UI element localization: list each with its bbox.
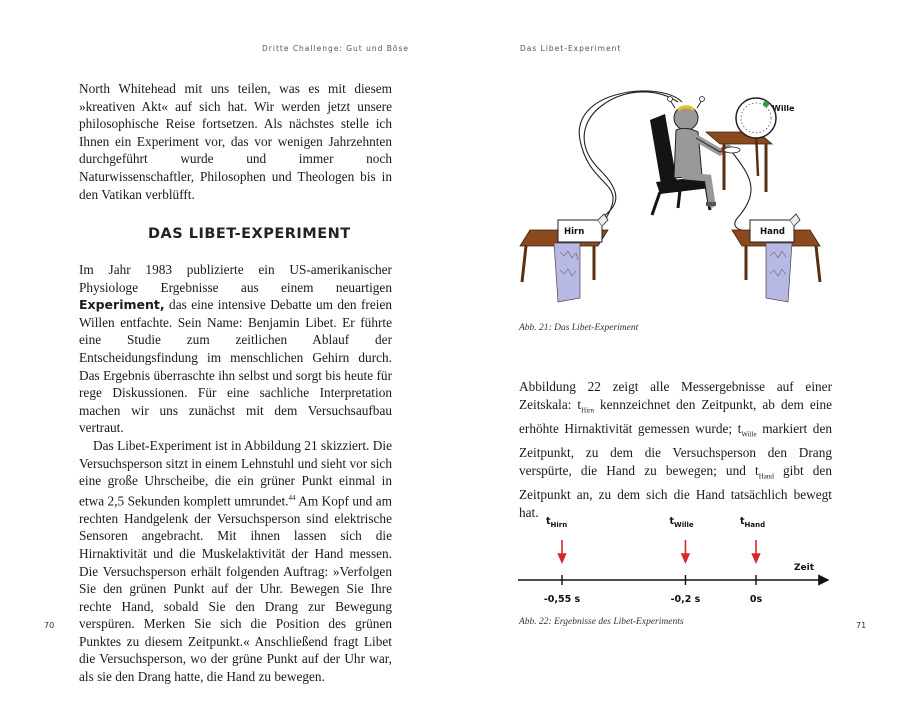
- paragraph-1: Im Jahr 1983 publizierte ein US-amerikanischer Physiologe Ergebnisse aus einem neuartigen Experiment, das eine intensive Debatte um den freien Willen entfachte. Sein Name: Benjamin Libet. Er führte eine Studie zum zeitlichen Ablauf der Entscheidungsfindung im menschlichen Gehirn durch. Das Ergebnis überraschte ihn selbst und sorgt bis heute für rege Diskussionen. Für eine sachliche Interpretation machen wir uns zunächst mit dem Versuchsaufbau vertraut.: [79, 262, 392, 436]
- label-hand: Hand: [760, 227, 785, 237]
- body-text-block: [79, 261, 392, 686]
- armchair-back: [650, 114, 678, 190]
- event-arrow-hirn: [559, 540, 566, 562]
- intro-paragraph-block: [79, 80, 392, 203]
- figure-21-caption: Abb. 21: Das Libet-Experiment: [519, 323, 639, 333]
- clock-face: [736, 98, 776, 138]
- event-label-hirn: $t_{Hirn}$: [546, 516, 568, 529]
- person-head: [674, 106, 698, 130]
- event-arrow-wille: [682, 540, 689, 562]
- event-arrow-hand: [753, 540, 760, 562]
- page-number-right: 71: [856, 621, 867, 630]
- axis-label-zeit: Zeit: [794, 563, 815, 573]
- running-head-left: Dritte Challenge: Gut und Böse: [262, 44, 410, 53]
- event-value-hand: 0s: [749, 594, 763, 605]
- intro-paragraph: North Whitehead mit uns teilen, was es mit diesem »kreativen Akt« auf sich hat. Wir werden jetzt unsere philosophische Reise fortsetzen. Als nächstes stelle ich Ihnen ein Experiment vor, das vor wenigen Jahrzehnten durchgeführt wurde und immer noch Naturwissenschaftler, Philosophen und Theologen bis in den Vatikan verblüfft.: [79, 81, 392, 202]
- clock-green-dot: [763, 101, 769, 107]
- event-value-hirn: -0,55 s: [543, 594, 581, 605]
- libet-setup-illustration: [510, 80, 840, 310]
- emg-paper: [766, 243, 792, 302]
- right-paragraph-block: [519, 378, 832, 521]
- event-value-wille: -0,2 s: [670, 594, 701, 605]
- hand-wire: [732, 152, 751, 232]
- keyword-experiment: Experiment,: [79, 297, 165, 313]
- event-label-wille: $t_{Wille}$: [669, 516, 694, 529]
- footnote-ref[interactable]: 44: [288, 493, 296, 502]
- label-hirn: Hirn: [564, 227, 585, 237]
- right-paragraph: Abbildung 22 zeigt alle Messergebnisse auf einer Zeitskala: $t_{Hirn}$ kennzeichnet den Zeitpunkt, ab dem eine erhöhte Hirnaktivität gemessen wurde; $t_{Wille}$ markiert den Zeitpunkt, zu dem die Versuchsperson den Drang verspürte, die Hand zu bewegen; und $t_{Hand}$ gibt den Zeitpunkt an, zu dem sich die Hand tatsächlich bewegt hat.: [519, 379, 832, 520]
- paragraph-2: Das Libet-Experiment ist in Abbildung 21 skizziert. Die Versuchsperson sitzt in einem Lehnstuhl und sieht vor sich eine große Uhrscheibe, die ein grüner Punkt einmal in etwa 2,5 Sekunden komplett umrundet.$^{44}$ Am Kopf und am rechten Handgelenk der Versuchsperson sind elektrische Sensoren angebracht. Mit ihnen lassen sich die Hirnaktivität und die Muskelaktivität der Hand messen. Die Versuchsperson erhält folgenden Auftrag: »Verfolgen Sie den grünen Punkt auf der Uhr. Bewegen Sie Ihre rechte Hand, sobald Sie den Drang zur Bewegung verspüren. Merken Sie sich die Position des grünen Punktes zu diesem Zeitpunkt.« Anschließend fragt Libet die Versuchsperson, wo der grüne Punkt auf der Uhr war, als sie den Drang hatte, die Hand zu bewegen.: [79, 437, 393, 685]
- page-number-left: 70: [44, 621, 55, 630]
- figure-22-caption: Abb. 22: Ergebnisse des Libet-Experiments: [519, 617, 684, 627]
- section-heading: DAS LIBET-EXPERIMENT: [148, 226, 351, 242]
- event-label-hand: $t_{Hand}$: [740, 516, 766, 529]
- label-wille: Wille: [772, 104, 795, 113]
- running-head-right: Das Libet-Experiment: [520, 44, 622, 53]
- libet-timeline-chart: [510, 508, 840, 608]
